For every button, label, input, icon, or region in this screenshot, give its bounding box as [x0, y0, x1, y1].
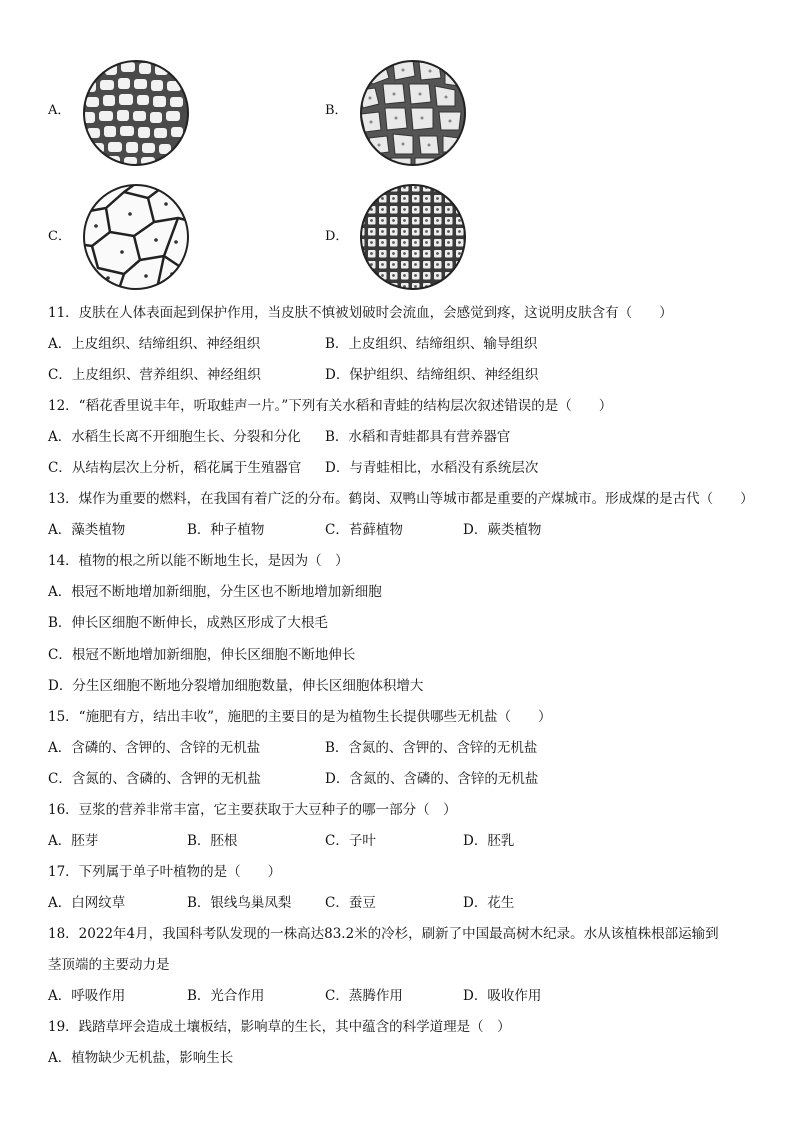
- option-a: A．呼吸作用: [48, 988, 126, 1005]
- option-a: A．上皮组织、结缔组织、神经组织: [48, 336, 261, 353]
- figure-option-c: [48, 182, 208, 292]
- text-line: [48, 675, 778, 706]
- answer-options: [48, 985, 778, 1016]
- option-b: D．与青蛙相比，水稻没有系统层次: [325, 460, 539, 477]
- figure-option-b: [325, 58, 485, 168]
- line-text: 17．下列属于单子叶植物的是（ ）: [48, 863, 282, 880]
- option-c: C．苔藓植物: [325, 522, 403, 539]
- figure-option-a: [48, 58, 208, 168]
- option-c: C．蒸腾作用: [325, 988, 403, 1005]
- text-line: [48, 923, 778, 954]
- figure-d-label: D．: [325, 229, 349, 244]
- answer-options: [48, 364, 778, 395]
- text-line: [48, 644, 778, 675]
- option-d: D．吸收作用: [463, 988, 542, 1005]
- option-b: B．胚根: [187, 832, 238, 849]
- option-b: B．水稻和青蛙都具有营养器官: [325, 429, 511, 446]
- figure-option-d: [325, 182, 485, 292]
- figure-a-label: A．: [48, 103, 71, 118]
- option-a: C．上皮组织、营养组织、神经组织: [48, 367, 261, 384]
- line-text: D．分生区细胞不断地分裂增加细胞数量，伸长区细胞体积增大: [48, 677, 424, 694]
- answer-options: [48, 426, 778, 457]
- option-b: B．上皮组织、结缔组织、输导组织: [325, 336, 538, 353]
- option-c: C．蚕豆: [325, 894, 376, 911]
- answer-options: [48, 768, 778, 799]
- answer-options: [48, 830, 778, 861]
- text-line: [48, 1016, 778, 1047]
- answer-options: [48, 892, 778, 923]
- line-text: 16．豆浆的营养非常丰富，它主要获取于大豆种子的哪一部分（ ）: [48, 801, 457, 818]
- option-a: C．含氮的、含磷的、含钾的无机盐: [48, 770, 261, 787]
- text-line: [48, 395, 778, 426]
- answer-options: [48, 519, 778, 550]
- text-line: [48, 612, 778, 643]
- figure-c-label: C．: [48, 229, 71, 244]
- text-line: [48, 706, 778, 737]
- question-list: [48, 302, 778, 1078]
- text-line: [48, 488, 778, 519]
- line-text: 茎顶端的主要动力是: [48, 956, 170, 973]
- line-text: 15．“施肥有方，结出丰收”，施肥的主要目的是为植物生长提供哪些无机盐（ ）: [48, 708, 552, 725]
- option-d: D．蕨类植物: [463, 522, 542, 539]
- text-line: [48, 1047, 778, 1078]
- line-text: A．植物缺少无机盐，影响生长: [48, 1050, 234, 1067]
- option-b: D．含氮的、含磷的、含锌的无机盐: [325, 770, 539, 787]
- option-b: D．保护组织、结缔组织、神经组织: [325, 367, 539, 384]
- option-a: A．白网纹草: [48, 894, 126, 911]
- cell-diagram-b: [355, 58, 471, 168]
- line-text: 14．植物的根之所以能不断地生长，是因为（ ）: [48, 553, 349, 570]
- option-a: A．含磷的、含钾的、含锌的无机盐: [48, 739, 261, 756]
- text-line: [48, 302, 778, 333]
- text-line: [48, 954, 778, 985]
- line-text: B．伸长区细胞不断伸长，成熟区形成了大根毛: [48, 615, 328, 632]
- option-d: D．胚乳: [463, 832, 515, 849]
- option-c: C．子叶: [325, 832, 376, 849]
- cell-diagram-a: [78, 58, 194, 168]
- text-line: [48, 861, 778, 892]
- option-d: D．花生: [463, 894, 515, 911]
- figure-b-label: B．: [325, 103, 348, 118]
- option-b: B．光合作用: [187, 988, 265, 1005]
- text-line: [48, 550, 778, 581]
- option-b: B．种子植物: [187, 522, 265, 539]
- option-b: B．含氮的、含钾的、含锌的无机盐: [325, 739, 538, 756]
- answer-options: [48, 737, 778, 768]
- line-text: C．根冠不断地增加新细胞，伸长区细胞不断地伸长: [48, 646, 356, 663]
- line-text: 18．2022年4月，我国科考队发现的一株高达83.2米的冷杉，刷新了中国最高树木纪录。水从该植株根部运输到: [48, 925, 719, 942]
- option-a: A．藻类植物: [48, 522, 126, 539]
- option-a: A．水稻生长离不开细胞生长、分裂和分化: [48, 429, 301, 446]
- line-text: 13．煤作为重要的燃料，在我国有着广泛的分布。鹤岗、双鸭山等城市都是重要的产煤城市。形成煤的是古代（ ）: [48, 491, 754, 508]
- cell-diagram-c: [78, 182, 194, 292]
- line-text: A．根冠不断地增加新细胞，分生区也不断地增加新细胞: [48, 584, 382, 601]
- answer-options: [48, 457, 778, 488]
- cell-diagram-d: [355, 182, 471, 292]
- answer-options: [48, 333, 778, 364]
- line-text: 11．皮肤在人体表面起到保护作用，当皮肤不慎被划破时会流血，会感觉到疼，这说明皮肤含有（ ）: [48, 305, 673, 321]
- option-a: A．胚芽: [48, 832, 99, 849]
- text-line: [48, 799, 778, 830]
- option-a: C．从结构层次上分析，稻花属于生殖器官: [48, 460, 302, 477]
- line-text: 19．践踏草坪会造成土壤板结，影响草的生长，其中蕴含的科学道理是（ ）: [48, 1019, 511, 1036]
- option-b: B．银线鸟巢凤梨: [187, 894, 292, 911]
- line-text: 12．“稻花香里说丰年，听取蛙声一片。”下列有关水稻和青蛙的结构层次叙述错误的是（ ）: [48, 398, 613, 415]
- text-line: [48, 581, 778, 612]
